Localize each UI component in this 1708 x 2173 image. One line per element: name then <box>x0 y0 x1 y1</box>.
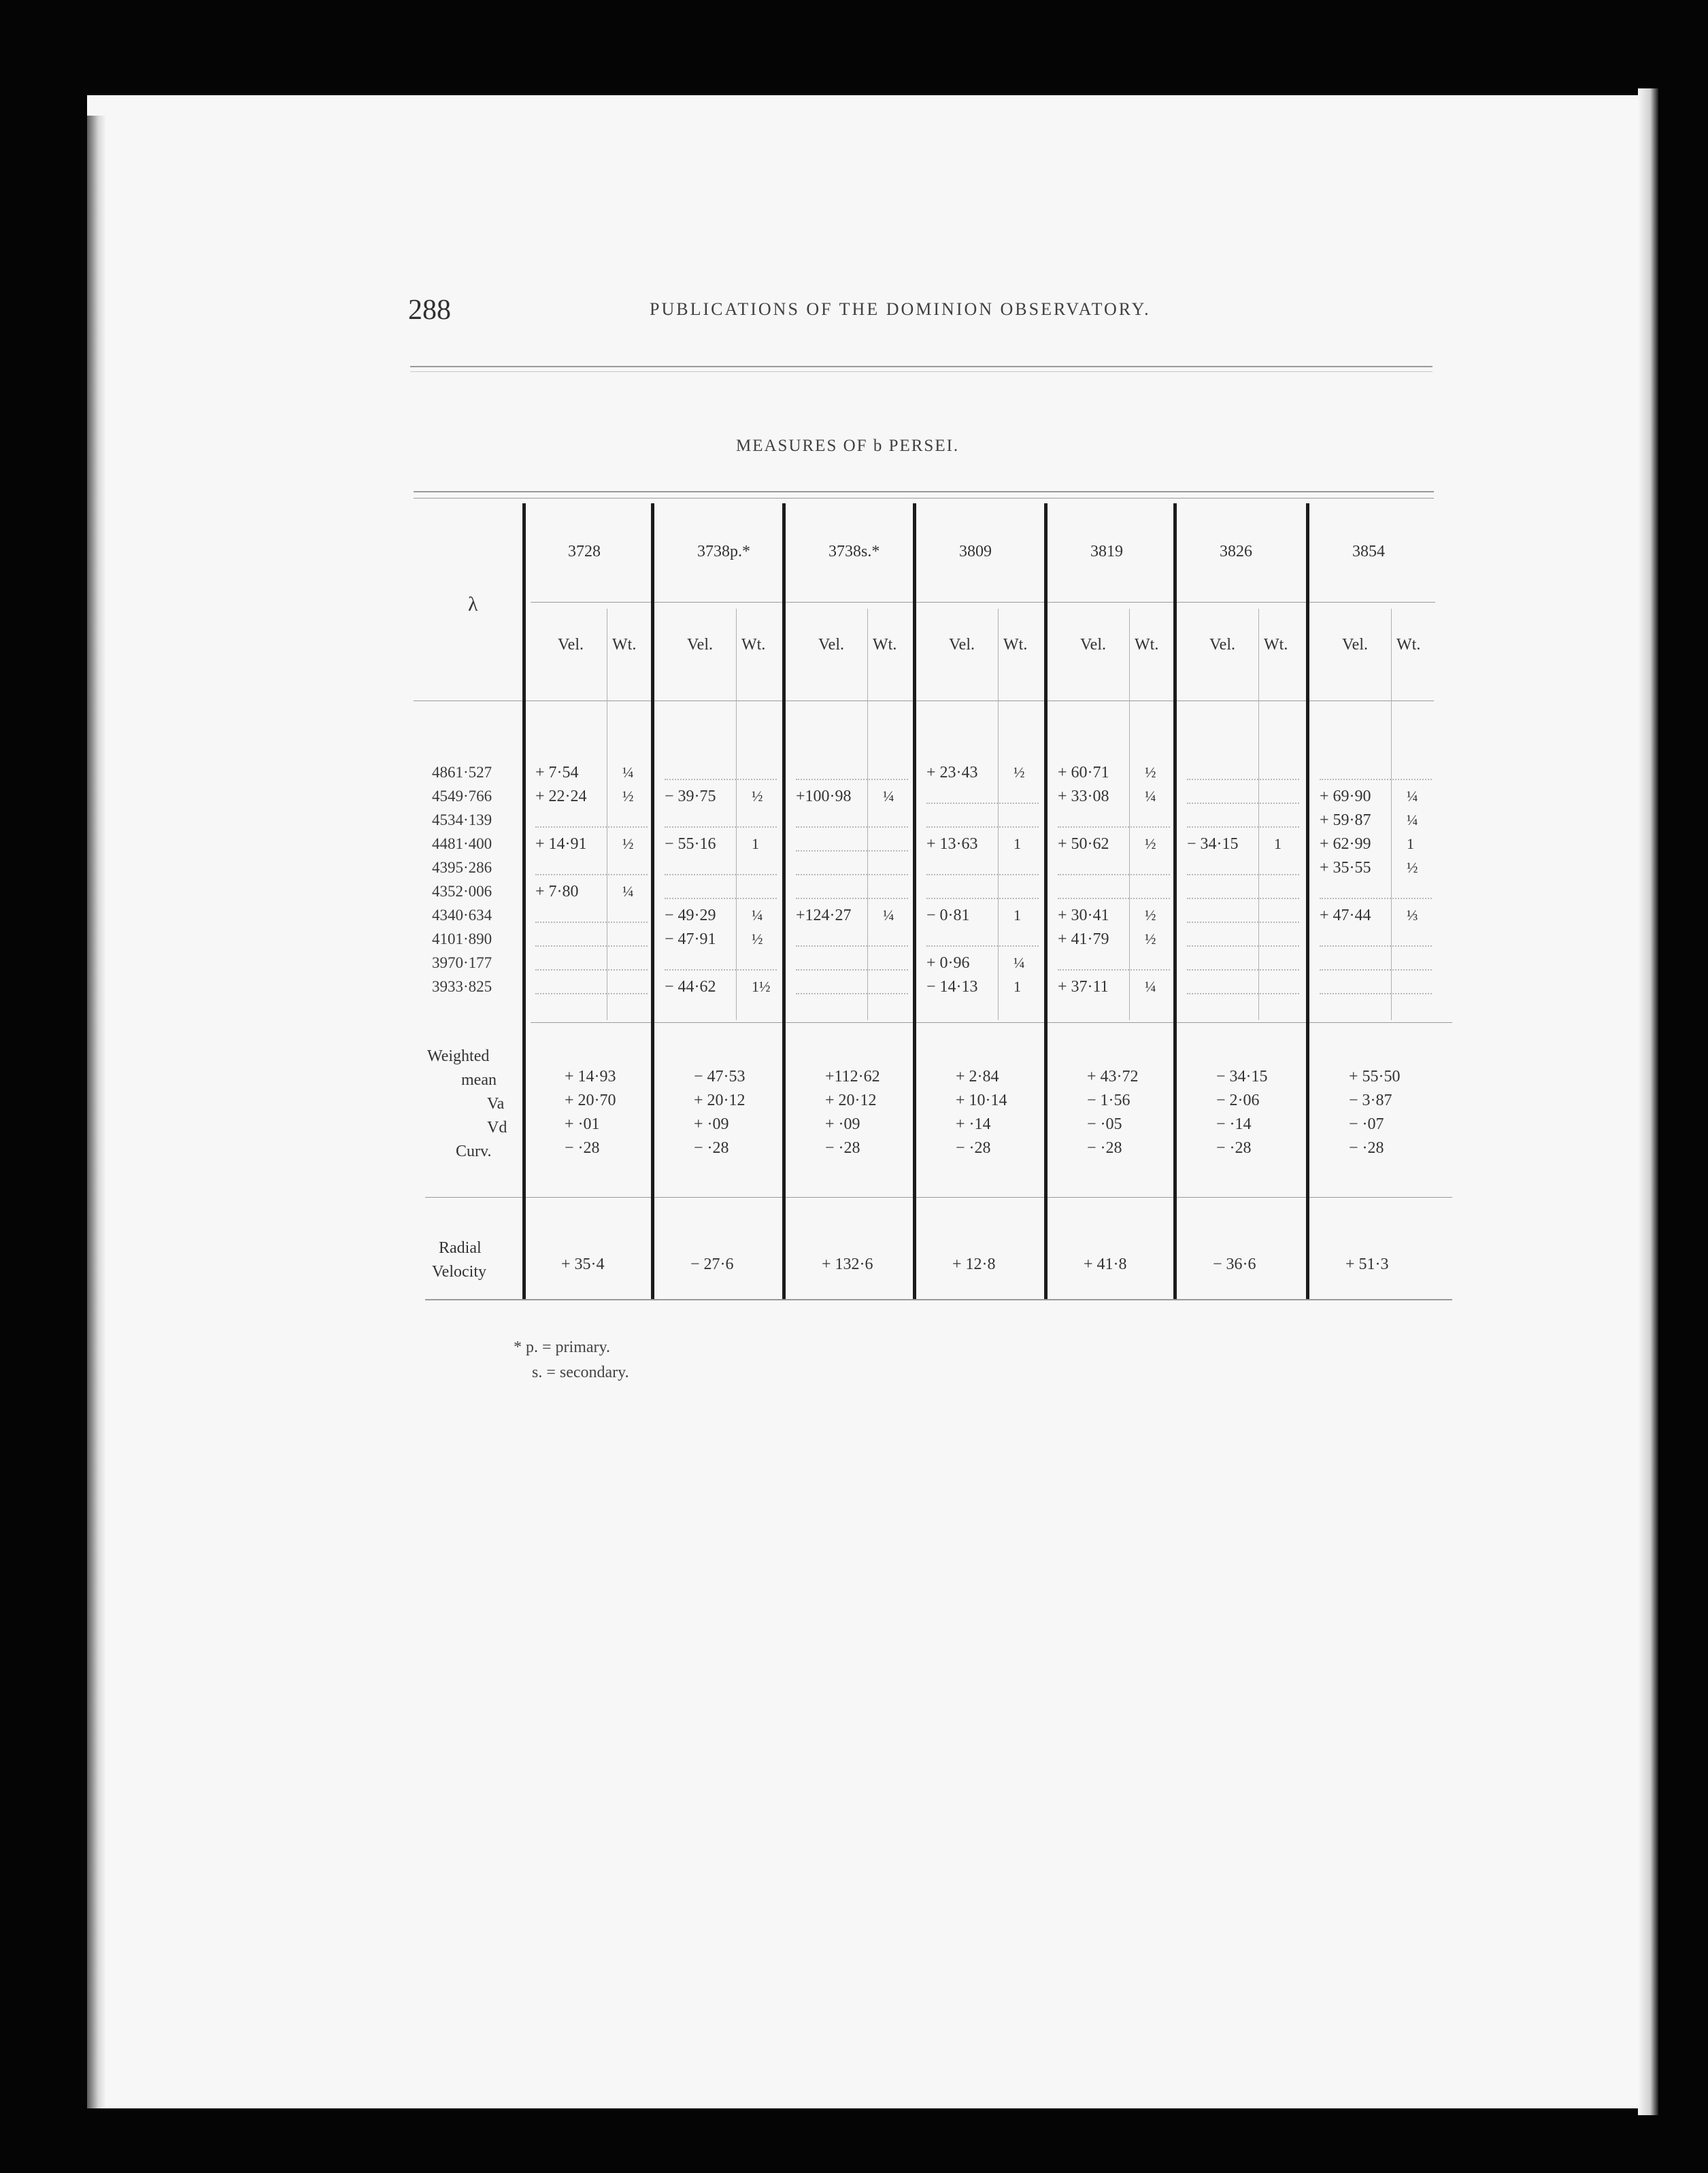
cell-vel: − 49·29 <box>665 907 716 924</box>
column-separator <box>782 503 786 1299</box>
vel-wt-divider <box>736 609 737 1020</box>
cell-wt: ¼ <box>1145 788 1156 805</box>
dotted-leader <box>1058 969 1170 971</box>
plate-number: 3738p.* <box>697 543 750 560</box>
dotted-leader <box>796 993 908 994</box>
cell-wt: 1 <box>1274 835 1282 852</box>
wavelength-label: 4861·527 <box>432 764 492 781</box>
cell-wt: ½ <box>752 930 763 947</box>
dotted-leader <box>665 779 777 780</box>
cell-wt: ¼ <box>622 764 634 781</box>
summary-value: + ·01 <box>565 1115 600 1133</box>
cell-wt: ½ <box>1014 764 1025 781</box>
header-rule-2 <box>410 371 1433 372</box>
page-spine-shadow <box>87 116 106 2108</box>
vel-header: Vel. <box>687 636 713 654</box>
summary-value: + ·09 <box>825 1115 860 1133</box>
vel-wt-divider <box>1391 609 1392 1020</box>
footnote-secondary: s. = secondary. <box>532 1364 629 1381</box>
vel-wt-divider <box>1129 609 1130 1020</box>
dotted-leader <box>1320 779 1432 780</box>
wt-header: Wt. <box>741 636 766 654</box>
vel-header: Vel. <box>1080 636 1106 654</box>
dotted-leader <box>1187 993 1299 994</box>
summary-value: − ·28 <box>565 1139 600 1157</box>
summary-value: − 2·06 <box>1216 1092 1260 1109</box>
vel-wt-divider <box>1258 609 1259 1020</box>
summary-value: + 2·84 <box>956 1068 999 1085</box>
dotted-leader <box>1187 874 1299 875</box>
radial-velocity-value: + 35·4 <box>561 1256 605 1273</box>
cell-wt: ½ <box>1145 835 1156 852</box>
cell-vel: + 60·71 <box>1058 764 1109 781</box>
dotted-leader <box>535 826 648 828</box>
cell-wt: ½ <box>622 835 634 852</box>
cell-vel: + 50·62 <box>1058 835 1109 853</box>
summary-value: − ·28 <box>1087 1139 1122 1157</box>
cell-wt: ½ <box>1407 859 1418 876</box>
curv-label: Curv. <box>456 1143 492 1160</box>
cell-wt: 1 <box>752 835 759 852</box>
cell-wt: 1 <box>1014 907 1021 924</box>
wavelength-label: 4352·006 <box>432 883 492 900</box>
summary-value: + 43·72 <box>1087 1068 1139 1085</box>
radial-rule <box>425 1197 1452 1198</box>
dotted-leader <box>1187 922 1299 923</box>
cell-vel: + 33·08 <box>1058 788 1109 805</box>
cell-wt: ¼ <box>622 883 634 900</box>
vd-label: Vd <box>487 1119 507 1136</box>
summary-value: − 47·53 <box>694 1068 746 1085</box>
column-separator <box>1306 503 1309 1299</box>
cell-vel: − 55·16 <box>665 835 716 853</box>
column-separator <box>522 503 526 1299</box>
plate-number: 3728 <box>568 543 601 560</box>
lambda-header: λ <box>468 593 478 616</box>
plate-number: 3826 <box>1220 543 1252 560</box>
summary-value: − ·28 <box>1216 1139 1252 1157</box>
table-top-rule <box>414 491 1434 492</box>
cell-wt: ¼ <box>883 788 894 805</box>
vel-header: Vel. <box>949 636 975 654</box>
dotted-leader <box>1187 898 1299 899</box>
summary-value: − 3·87 <box>1349 1092 1392 1109</box>
dotted-leader <box>1058 826 1170 828</box>
cell-wt: ½ <box>1145 930 1156 947</box>
summary-value: − ·14 <box>1216 1115 1252 1133</box>
wavelength-label: 4395·286 <box>432 859 492 876</box>
wt-header: Wt. <box>873 636 897 654</box>
cell-vel: +124·27 <box>796 907 852 924</box>
footnote-primary: * p. = primary. <box>514 1338 610 1356</box>
cell-vel: − 39·75 <box>665 788 716 805</box>
dotted-leader <box>665 898 777 899</box>
cell-vel: + 37·11 <box>1058 978 1109 996</box>
dotted-leader <box>1320 993 1432 994</box>
cell-wt: 1 <box>1014 835 1021 852</box>
summary-value: + ·14 <box>956 1115 991 1133</box>
dotted-leader <box>1187 826 1299 828</box>
radial-velocity-value: + 51·3 <box>1345 1256 1389 1273</box>
dotted-leader <box>535 874 648 875</box>
summary-value: + 20·12 <box>825 1092 877 1109</box>
wavelength-label: 4534·139 <box>432 811 492 828</box>
table-bottom-rule <box>425 1299 1452 1300</box>
summary-value: − ·28 <box>1349 1139 1384 1157</box>
running-head: PUBLICATIONS OF THE DOMINION OBSERVATORY. <box>650 299 1151 319</box>
wt-header: Wt. <box>1003 636 1028 654</box>
dotted-leader <box>926 898 1039 899</box>
cell-wt: ½ <box>752 788 763 805</box>
summary-value: + 20·70 <box>565 1092 616 1109</box>
dotted-leader <box>665 874 777 875</box>
summary-value: +112·62 <box>825 1068 880 1085</box>
plate-number: 3819 <box>1090 543 1123 560</box>
dotted-leader <box>926 826 1039 828</box>
wavelength-label: 3970·177 <box>432 954 492 971</box>
summary-value: + ·09 <box>694 1115 729 1133</box>
cell-vel: − 47·91 <box>665 930 716 948</box>
cell-vel: + 14·91 <box>535 835 587 853</box>
dotted-leader <box>1058 898 1170 899</box>
radial-velocity-value: + 41·8 <box>1084 1256 1127 1273</box>
table-title: MEASURES OF b PERSEI. <box>736 437 960 455</box>
cell-wt: ¼ <box>752 907 763 924</box>
cell-vel: + 0·96 <box>926 954 970 972</box>
cell-wt: ¼ <box>1407 811 1418 828</box>
dotted-leader <box>1187 779 1299 780</box>
cell-vel: − 0·81 <box>926 907 970 924</box>
cell-vel: − 44·62 <box>665 978 716 996</box>
radial-label: Radial <box>439 1239 482 1257</box>
dotted-leader <box>796 898 908 899</box>
dotted-leader <box>535 993 648 994</box>
plate-number: 3854 <box>1352 543 1385 560</box>
summary-value: − ·28 <box>825 1139 860 1157</box>
page-right-edge <box>1638 88 1658 2115</box>
summary-value: + 20·12 <box>694 1092 746 1109</box>
vel-wt-divider <box>867 609 868 1020</box>
summary-value: + 10·14 <box>956 1092 1007 1109</box>
dotted-leader <box>796 779 908 780</box>
radial-velocity-value: − 27·6 <box>690 1256 734 1273</box>
cell-vel: + 13·63 <box>926 835 978 853</box>
summary-rule <box>531 1022 1452 1023</box>
dotted-leader <box>796 826 908 828</box>
velocity-label: Velocity <box>432 1263 486 1281</box>
dotted-leader <box>926 945 1039 947</box>
cell-wt: ¼ <box>1145 978 1156 995</box>
cell-wt: ⅓ <box>1407 907 1418 924</box>
dotted-leader <box>1058 874 1170 875</box>
vel-header: Vel. <box>1342 636 1368 654</box>
dotted-leader <box>665 969 777 971</box>
column-separator <box>1173 503 1177 1299</box>
wavelength-label: 4549·766 <box>432 788 492 805</box>
summary-value: − 1·56 <box>1087 1092 1131 1109</box>
cell-wt: 1½ <box>752 978 771 995</box>
cell-vel: + 47·44 <box>1320 907 1371 924</box>
summary-value: + 55·50 <box>1349 1068 1401 1085</box>
dotted-leader <box>796 850 908 852</box>
summary-value: − ·05 <box>1087 1115 1122 1133</box>
cell-vel: + 41·79 <box>1058 930 1109 948</box>
wavelength-label: 4340·634 <box>432 907 492 924</box>
wt-header: Wt. <box>1135 636 1159 654</box>
summary-value: − ·28 <box>956 1139 991 1157</box>
summary-value: − 34·15 <box>1216 1068 1268 1085</box>
cell-vel: + 23·43 <box>926 764 978 781</box>
cell-vel: + 7·80 <box>535 883 579 900</box>
dotted-leader <box>926 874 1039 875</box>
plate-number: 3738s.* <box>828 543 880 560</box>
radial-velocity-value: + 12·8 <box>952 1256 996 1273</box>
vel-header: Vel. <box>558 636 584 654</box>
dotted-leader <box>1187 803 1299 804</box>
column-separator <box>651 503 654 1299</box>
wt-header: Wt. <box>1264 636 1288 654</box>
dotted-leader <box>796 874 908 875</box>
cell-vel: + 35·55 <box>1320 859 1371 877</box>
wavelength-label: 3933·825 <box>432 978 492 995</box>
summary-value: − ·07 <box>1349 1115 1384 1133</box>
cell-vel: + 22·24 <box>535 788 587 805</box>
plate-number: 3809 <box>959 543 992 560</box>
column-separator <box>1044 503 1048 1299</box>
cell-vel: + 7·54 <box>535 764 579 781</box>
cell-wt: ¼ <box>1014 954 1025 971</box>
vel-header: Vel. <box>818 636 844 654</box>
page-number: 288 <box>408 294 451 326</box>
cell-vel: + 69·90 <box>1320 788 1371 805</box>
dotted-leader <box>1187 945 1299 947</box>
cell-wt: ½ <box>622 788 634 805</box>
cell-vel: − 14·13 <box>926 978 978 996</box>
cell-wt: ¼ <box>883 907 894 924</box>
va-label: Va <box>487 1095 505 1113</box>
dotted-leader <box>796 945 908 947</box>
dotted-leader <box>535 945 648 947</box>
cell-wt: 1 <box>1014 978 1021 995</box>
weighted-label: Weighted <box>427 1047 490 1065</box>
vel-header: Vel. <box>1209 636 1235 654</box>
header-rule <box>410 366 1433 367</box>
dotted-leader <box>1320 945 1432 947</box>
mean-label: mean <box>461 1071 497 1089</box>
dotted-leader <box>1320 898 1432 899</box>
cell-wt: ½ <box>1145 907 1156 924</box>
cell-vel: − 34·15 <box>1187 835 1239 853</box>
cell-vel: + 30·41 <box>1058 907 1109 924</box>
vel-wt-divider <box>998 609 999 1020</box>
dotted-leader <box>535 922 648 923</box>
column-separator <box>913 503 916 1299</box>
cell-vel: + 62·99 <box>1320 835 1371 853</box>
wt-header: Wt. <box>612 636 637 654</box>
cell-vel: + 59·87 <box>1320 811 1371 829</box>
cell-wt: ¼ <box>1407 788 1418 805</box>
summary-value: − ·28 <box>694 1139 729 1157</box>
plate-header-rule <box>531 602 1435 603</box>
dotted-leader <box>1320 969 1432 971</box>
wavelength-label: 4481·400 <box>432 835 492 852</box>
table-top-rule-2 <box>414 498 1434 499</box>
dotted-leader <box>535 969 648 971</box>
dotted-leader <box>665 826 777 828</box>
cell-wt: 1 <box>1407 835 1414 852</box>
cell-wt: ½ <box>1145 764 1156 781</box>
cell-vel: +100·98 <box>796 788 852 805</box>
radial-velocity-value: − 36·6 <box>1213 1256 1256 1273</box>
wt-header: Wt. <box>1396 636 1421 654</box>
summary-value: + 14·93 <box>565 1068 616 1085</box>
radial-velocity-value: + 132·6 <box>822 1256 873 1273</box>
dotted-leader <box>796 969 908 971</box>
dotted-leader <box>926 803 1039 804</box>
dotted-leader <box>1187 969 1299 971</box>
wavelength-label: 4101·890 <box>432 930 492 947</box>
